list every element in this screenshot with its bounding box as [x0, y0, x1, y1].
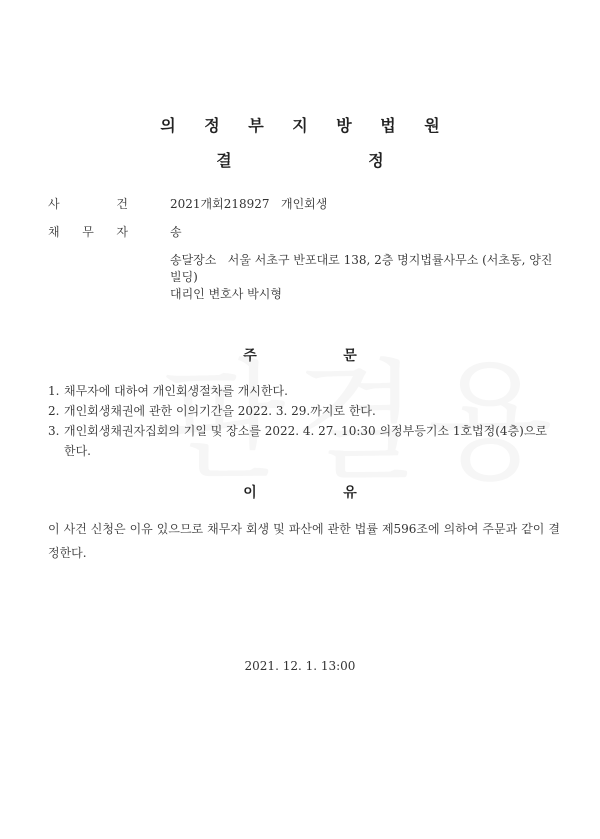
debtor-row	[48, 223, 182, 240]
document-type-title	[0, 148, 600, 171]
court-name-char: 부	[248, 116, 264, 135]
court-name-char: 지	[292, 116, 308, 135]
service-address-block	[170, 252, 555, 303]
label-char: 건	[116, 197, 128, 211]
label-char: 자	[116, 225, 128, 239]
order-list	[48, 381, 560, 461]
case-row	[48, 195, 327, 212]
label-char: 채	[48, 225, 60, 239]
case-label	[48, 195, 128, 212]
doc-type-char: 정	[368, 151, 384, 170]
order-num: 3.	[48, 424, 60, 438]
attorney: 대리인 변호사 박시형	[170, 287, 282, 301]
order-item	[48, 401, 560, 421]
title-char: 유	[343, 485, 357, 501]
title-char: 이	[243, 485, 257, 501]
debtor-label	[48, 223, 128, 240]
reason-section-title	[0, 482, 600, 502]
order-num: 1.	[48, 384, 60, 398]
case-number: 2021개회218927 개인회생	[170, 197, 328, 211]
court-name-char: 정	[204, 116, 220, 135]
order-text: 개인회생채권에 관한 이의기간을 2022. 3. 29.까지로 한다.	[64, 404, 376, 418]
order-num: 2.	[48, 404, 60, 418]
doc-type-char: 결	[216, 151, 232, 170]
decision-datetime: 2021. 12. 1. 13:00	[244, 659, 356, 673]
label-char: 사	[48, 197, 60, 211]
label-char: 무	[82, 225, 94, 239]
order-text: 개인회생채권자집회의 기일 및 장소를 2022. 4. 27. 10:30 의정부등기소 1호법정(4층)으로 한다.	[64, 424, 548, 458]
court-name	[0, 113, 600, 136]
court-name-char: 의	[160, 116, 176, 135]
debtor-name: 송	[170, 225, 182, 239]
court-name-char: 방	[336, 116, 352, 135]
order-item	[48, 381, 560, 401]
order-section-title	[0, 345, 600, 365]
order-item	[48, 421, 560, 461]
court-name-char: 원	[424, 116, 440, 135]
title-char: 주	[243, 348, 257, 364]
court-name-char: 법	[380, 116, 396, 135]
order-text: 채무자에 대하여 개인회생절차를 개시한다.	[64, 384, 288, 398]
service-address: 송달장소 서울 서초구 반포대로 138, 2층 명지법률사무소 (서초동, 양진빌딩)	[170, 253, 553, 284]
reason-text: 이 사건 신청은 이유 있으므로 채무자 회생 및 파산에 관한 법률 제596조에 의하여 주문과 같이 결정한다.	[48, 522, 560, 560]
title-char: 문	[343, 348, 357, 364]
